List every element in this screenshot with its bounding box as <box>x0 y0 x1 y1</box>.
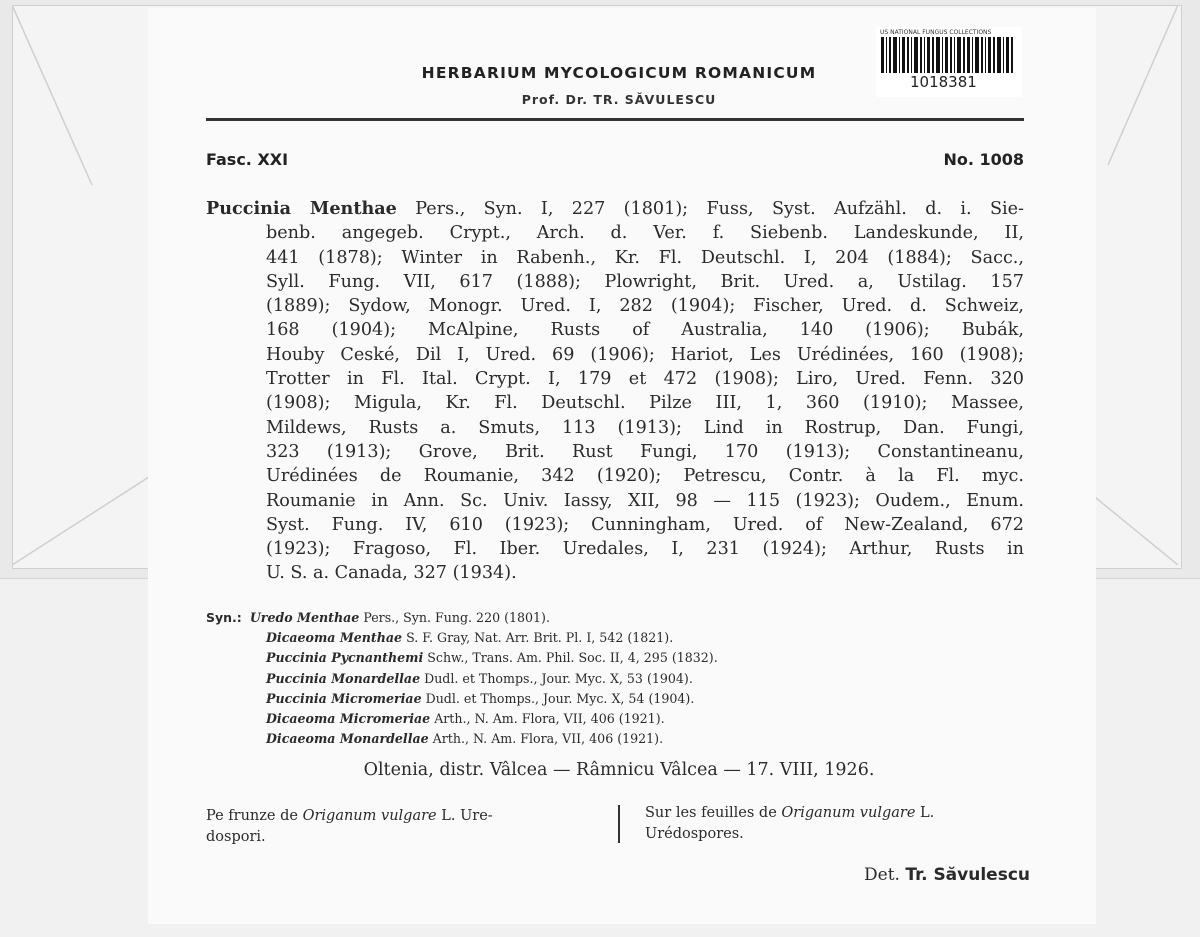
determiner-name: Tr. Săvulescu <box>905 865 1030 885</box>
citation-line: Mildews, Rusts a. Smuts, 113 (1913); Lind in Rostrup, Dan. Fungi, <box>266 417 1024 438</box>
citation-line: (1908); Migula, Kr. Fl. Deutschl. Pilze III, 1, 360 (1910); Massee, <box>266 393 1024 414</box>
column-divider <box>618 805 620 843</box>
fascicle-number: Fasc. XXI <box>206 150 289 169</box>
citation-line: 441 (1878); Winter in Rabenh., Kr. Fl. Deutschl. I, 204 (1884); Sacc., <box>266 247 1024 268</box>
citation-line: Syll. Fung. VII, 617 (1888); Plowright, Brit. Ured. a, Ustilag. 157 <box>266 271 1024 292</box>
barcode-caption: US NATIONAL FUNGUS COLLECTIONS <box>880 29 992 36</box>
synonym-row: Dicaeoma Micromeriae Arth., N. Am. Flora, VII, 406 (1921). <box>266 711 665 727</box>
synonym-row: Puccinia Pycnanthemi Schw., Trans. Am. Phil. Soc. II, 4, 295 (1832). <box>266 650 718 666</box>
citation-paragraph <box>206 197 1024 586</box>
host-note-french: Sur les feuilles de Origanum vulgare L. Urédospores. <box>645 805 935 842</box>
herbarium-subtitle: Prof. Dr. TR. SĂVULESCU <box>521 92 717 107</box>
specimen-number: No. 1008 <box>943 150 1024 169</box>
citation-line: 168 (1904); McAlpine, Rusts of Australia, 140 (1906); Bubák, <box>266 320 1024 341</box>
citation-line: Syst. Fung. IV, 610 (1923); Cunningham, Ured. of New-Zealand, 672 <box>266 514 1024 535</box>
citation-line: benb. angegeb. Crypt., Arch. d. Ver. f. Siebenb. Landeskunde, II, <box>266 223 1024 244</box>
synonym-row: Dicaeoma Monardellae Arth., N. Am. Flora, VII, 406 (1921). <box>266 731 664 747</box>
synonym-row: Dicaeoma Menthae S. F. Gray, Nat. Arr. Brit. Pl. I, 542 (1821). <box>266 630 674 646</box>
host-note-romanian: Pe frunze de Origanum vulgare L. Ure- dospori. <box>206 808 493 845</box>
synonym-row: Syn.: Uredo Menthae Pers., Syn. Fung. 220 (1801). <box>206 610 550 625</box>
barcode-icon <box>879 37 1019 75</box>
herbarium-title: HERBARIUM MYCOLOGICUM ROMANICUM <box>421 64 817 82</box>
citation-line: Roumanie in Ann. Sc. Univ. Iassy, XII, 98 — 115 (1923); Oudem., Enum. <box>266 490 1024 511</box>
barcode-number: 1018381 <box>910 73 977 91</box>
header-rule <box>206 118 1024 121</box>
collection-locality: Oltenia, distr. Vâlcea — Râmnicu Vâlcea — 17. VIII, 1926. <box>363 760 875 780</box>
citation-line: Houby Ceské, Dil I, Ured. 69 (1906); Hariot, Les Urédinées, 160 (1908); <box>266 344 1024 365</box>
citation-line: Urédinées de Roumanie, 342 (1920); Petrescu, Contr. à la Fl. myc. <box>266 466 1024 487</box>
determiner: Det. Tr. Săvulescu <box>864 865 1030 885</box>
synonym-row: Puccinia Monardellae Dudl. et Thomps., Jour. Myc. X, 53 (1904). <box>266 670 693 686</box>
species-name: Puccinia Menthae <box>206 198 397 219</box>
citation-line: U. S. a. Canada, 327 (1934). <box>266 563 517 584</box>
synonym-row: Puccinia Micromeriae Dudl. et Thomps., Jour. Myc. X, 54 (1904). <box>266 690 695 706</box>
citation-line: (1923); Fragoso, Fl. Iber. Uredales, I, 231 (1924); Arthur, Rusts in <box>266 539 1024 560</box>
host-name: Origanum vulgare <box>781 805 916 821</box>
synonym-label: Syn.: <box>206 610 242 625</box>
citation-line: (1889); Sydow, Monogr. Ured. I, 282 (1904); Fischer, Ured. d. Schweiz, <box>266 296 1024 317</box>
citation-line: Puccinia Menthae Pers., Syn. I, 227 (1801); Fuss, Syst. Aufzähl. d. i. Sie- <box>206 198 1024 219</box>
citation-line: Trotter in Fl. Ital. Crypt. I, 179 et 472 (1908); Liro, Ured. Fenn. 320 <box>266 369 1024 390</box>
citation-line: 323 (1913); Grove, Brit. Rust Fungi, 170 (1913); Constantineanu, <box>266 441 1024 462</box>
synonym-list <box>206 608 966 749</box>
host-name: Origanum vulgare <box>302 808 437 824</box>
